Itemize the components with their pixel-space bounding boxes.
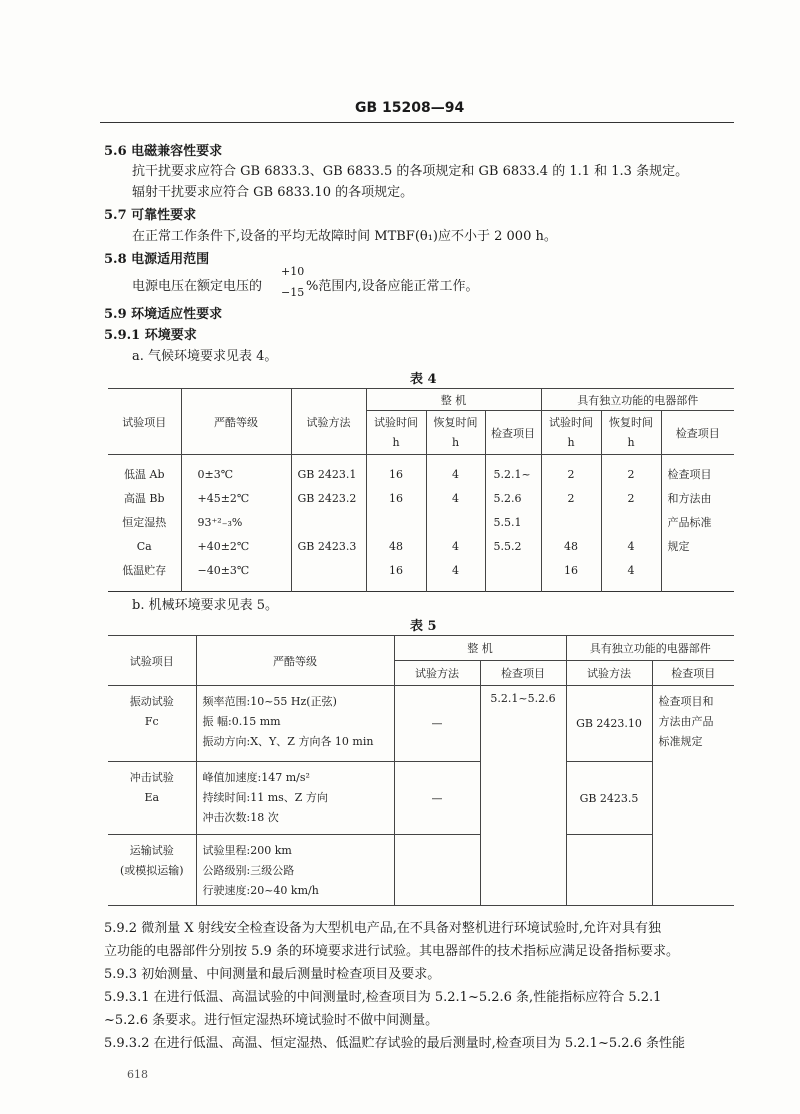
t5-group-parts: 具有独立功能的电器部件 bbox=[566, 636, 734, 661]
section-5-7-title: 5.7 可靠性要求 bbox=[104, 208, 197, 223]
t4-h-recover-parts: 恢复时间 h bbox=[601, 411, 661, 455]
t5-r3-item: 运输试验 (或模拟运输) bbox=[108, 835, 196, 906]
t5-r2-pmethod: GB 2423.5 bbox=[566, 762, 652, 835]
t4-h-check-parts: 检查项目 bbox=[661, 411, 734, 455]
section-5-6-title: 5.6 电磁兼容性要求 bbox=[104, 144, 223, 159]
t5-r1-method: — bbox=[394, 686, 480, 762]
t4-col-check: 5.2.1~ 5.2.6 5.5.1 5.5.2 bbox=[485, 455, 541, 592]
t5-r3-level: 试验里程:200 km 公路级别:三级公路 行驶速度:20~40 km/h bbox=[196, 835, 394, 906]
header-rule bbox=[100, 122, 734, 123]
t5-r3-pmethod bbox=[566, 835, 652, 906]
item-a: a. 气候环境要求见表 4。 bbox=[132, 349, 278, 364]
t5-note-cont bbox=[652, 762, 734, 835]
t4-h-check: 检查项目 bbox=[485, 411, 541, 455]
section-5-8-title: 5.8 电源适用范围 bbox=[104, 252, 210, 267]
standard-number: GB 15208—94 bbox=[355, 100, 465, 116]
section-5-9-1-title: 5.9.1 环境要求 bbox=[104, 328, 197, 343]
t5-r3-method bbox=[394, 835, 480, 906]
section-5-7-p1: 在正常工作条件下,设备的平均无故障时间 MTBF(θ₁)应不小于 2 000 h。 bbox=[132, 229, 557, 244]
t4-group-machine: 整 机 bbox=[366, 389, 541, 411]
t4-h-method: 试验方法 bbox=[291, 389, 366, 455]
table4 bbox=[108, 388, 734, 592]
t4-col-method: GB 2423.1 GB 2423.2 GB 2423.3 bbox=[291, 455, 366, 592]
t5-h-item: 试验项目 bbox=[108, 636, 196, 686]
section-5-6-p1: 抗干扰要求应符合 GB 6833.3、GB 6833.5 的各项规定和 GB 6833.4 的 1.1 和 1.3 条规定。 bbox=[132, 164, 689, 179]
t5-note: 检查项目和 方法由产品 标准规定 bbox=[652, 686, 734, 762]
table5-caption: 表 5 bbox=[410, 619, 437, 634]
t4-h-time-parts: 试验时间 h bbox=[541, 411, 601, 455]
section-5-9-3-1-l2: ~5.2.6 条要求。进行恒定湿热环境试验时不做中间测量。 bbox=[104, 1013, 439, 1028]
t5-r1-item: 振动试验 Fc bbox=[108, 686, 196, 762]
section-5-8-post: %范围内,设备应能正常工作。 bbox=[306, 279, 479, 294]
t5-group-machine: 整 机 bbox=[394, 636, 566, 661]
t4-h-level: 严酷等级 bbox=[181, 389, 291, 455]
t5-r1-level: 频率范围:10~55 Hz(正弦) 振 幅:0.15 mm 振动方向:X、Y、Z 方向各 10 min bbox=[196, 686, 394, 762]
t4-group-parts: 具有独立功能的电器部件 bbox=[541, 389, 734, 411]
t4-col-time-parts: 2 2 48 16 bbox=[541, 455, 601, 592]
t5-h-method: 试验方法 bbox=[394, 661, 480, 686]
section-5-9-2-l1: 5.9.2 微剂量 X 射线安全检查设备为大型机电产品,在不具备对整机进行环境试验时,允许对具有独 bbox=[104, 921, 661, 936]
item-b: b. 机械环境要求见表 5。 bbox=[132, 598, 278, 613]
t5-h-check: 检查项目 bbox=[480, 661, 566, 686]
section-5-9-3: 5.9.3 初始测量、中间测量和最后测量时检查项目及要求。 bbox=[104, 967, 441, 982]
t5-r1-pmethod: GB 2423.10 bbox=[566, 686, 652, 762]
t5-r2-item: 冲击试验 Ea bbox=[108, 762, 196, 835]
table5 bbox=[108, 635, 734, 906]
t4-col-item: 低温 Ab 高温 Bb 恒定湿热 Ca 低温贮存 bbox=[108, 455, 181, 592]
t5-h-method-parts: 试验方法 bbox=[566, 661, 652, 686]
page-number: 618 bbox=[127, 1068, 148, 1081]
t4-h-recover: 恢复时间 h bbox=[426, 411, 485, 455]
section-5-8-pre: 电源电压在额定电压的 bbox=[132, 279, 263, 294]
t5-note-cont2 bbox=[652, 835, 734, 906]
section-5-9-3-2-l1: 5.9.3.2 在进行低温、高温、恒定湿热、低温贮存试验的最后测量时,检查项目为 5.2.1~5.2.6 条性能 bbox=[104, 1036, 686, 1051]
t5-r2-level: 峰值加速度:147 m/s² 持续时间:11 ms、Z 方向 冲击次数:18 次 bbox=[196, 762, 394, 835]
t5-h-check-parts: 检查项目 bbox=[652, 661, 734, 686]
t4-col-level: 0±3℃ +45±2℃ 93⁺²₋₃% +40±2℃ −40±3℃ bbox=[181, 455, 291, 592]
t5-h-level: 严酷等级 bbox=[196, 636, 394, 686]
tolerance-upper: +10 bbox=[281, 265, 305, 278]
tolerance-lower: −15 bbox=[281, 286, 305, 299]
table4-caption: 表 4 bbox=[410, 372, 437, 387]
t4-h-item: 试验项目 bbox=[108, 389, 181, 455]
section-5-9-2-l2: 立功能的电器部件分别按 5.9 条的环境要求进行试验。其电器部件的技术指标应满足设备指标要求。 bbox=[104, 944, 679, 959]
section-5-6-p2: 辐射干扰要求应符合 GB 6833.10 的各项规定。 bbox=[132, 185, 414, 200]
t4-col-recover-parts: 2 2 4 4 bbox=[601, 455, 661, 592]
t4-col-recover: 4 4 4 4 bbox=[426, 455, 485, 592]
t4-col-note: 检查项目 和方法由 产品标准 规定 bbox=[661, 455, 734, 592]
section-5-9-3-1-l1: 5.9.3.1 在进行低温、高温试验的中间测量时,检查项目为 5.2.1~5.2.6 条,性能指标应符合 5.2.1 bbox=[104, 990, 662, 1005]
t5-r2-method: — bbox=[394, 762, 480, 835]
t4-col-time: 16 16 48 16 bbox=[366, 455, 426, 592]
t4-h-time: 试验时间 h bbox=[366, 411, 426, 455]
section-5-9-title: 5.9 环境适应性要求 bbox=[104, 307, 223, 322]
t5-check-merged: 5.2.1~5.2.6 bbox=[480, 686, 566, 906]
